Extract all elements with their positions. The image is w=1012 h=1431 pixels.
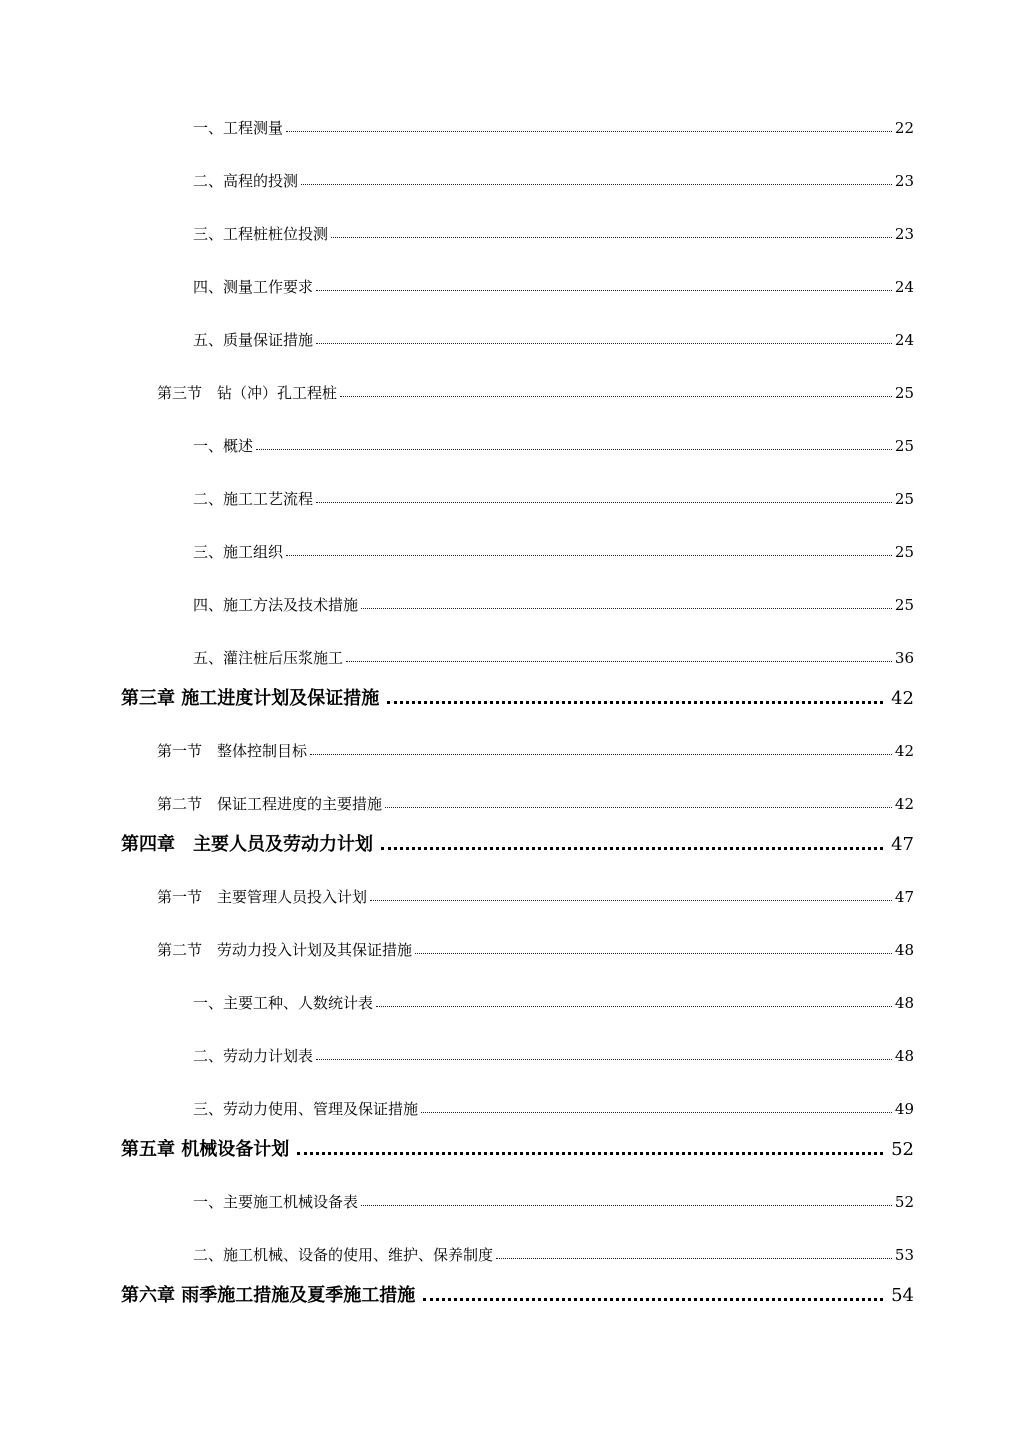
toc-page-number: 47 <box>891 834 914 855</box>
toc-entry-title: 一、工程测量 <box>193 119 284 137</box>
toc-entry-title: 第二节 保证工程进度的主要措施 <box>157 795 383 813</box>
toc-item-entry[interactable] <box>0 985 1012 1011</box>
toc-dot-leader <box>316 343 892 344</box>
toc-item-entry[interactable] <box>0 428 1012 454</box>
toc-dot-leader <box>316 290 892 291</box>
toc-dot-leader <box>286 555 892 556</box>
toc-dot-leader <box>331 237 892 238</box>
toc-page-number: 36 <box>894 649 914 667</box>
toc-page-number: 24 <box>894 331 914 349</box>
toc-dot-leader <box>385 807 892 808</box>
toc-dot-leader <box>381 847 883 850</box>
toc-item-entry[interactable] <box>0 534 1012 560</box>
toc-entry-title: 第三节 钻（冲）孔工程桩 <box>157 384 338 402</box>
toc-entry-title: 三、劳动力使用、管理及保证措施 <box>193 1100 419 1118</box>
toc-dot-leader <box>301 184 892 185</box>
toc-page-number: 42 <box>894 795 914 813</box>
toc-page-number: 42 <box>891 688 914 709</box>
toc-entry-title: 三、工程桩桩位投测 <box>193 225 329 243</box>
toc-entry-title: 第六章 雨季施工措施及夏季施工措施 <box>121 1285 416 1306</box>
toc-page-number: 23 <box>894 225 914 243</box>
toc-item-entry[interactable] <box>0 1038 1012 1064</box>
toc-item-entry[interactable] <box>0 640 1012 666</box>
toc-section-entry[interactable] <box>0 879 1012 905</box>
toc-dot-leader <box>387 701 883 704</box>
toc-entry-title: 五、灌注桩后压浆施工 <box>193 649 344 667</box>
toc-chapter-entry[interactable] <box>0 1131 1012 1159</box>
toc-chapter-entry[interactable] <box>0 680 1012 708</box>
toc-chapter-entry[interactable] <box>0 826 1012 854</box>
toc-page-number: 42 <box>894 742 914 760</box>
toc-item-entry[interactable] <box>0 1184 1012 1210</box>
toc-dot-leader <box>310 754 892 755</box>
toc-page-number: 23 <box>894 172 914 190</box>
toc-item-entry[interactable] <box>0 269 1012 295</box>
toc-page-number: 53 <box>894 1246 914 1264</box>
toc-page-number: 48 <box>894 1047 914 1065</box>
toc-dot-leader <box>256 449 892 450</box>
toc-dot-leader <box>496 1258 892 1259</box>
toc-item-entry[interactable] <box>0 481 1012 507</box>
toc-page-number: 52 <box>891 1139 914 1160</box>
toc-entry-title: 四、测量工作要求 <box>193 278 314 296</box>
toc-chapter-entry[interactable] <box>0 1277 1012 1305</box>
toc-section-entry[interactable] <box>0 932 1012 958</box>
toc-item-entry[interactable] <box>0 1237 1012 1263</box>
toc-page-number: 25 <box>894 384 914 402</box>
toc-page-number: 25 <box>894 437 914 455</box>
toc-page-number: 24 <box>894 278 914 296</box>
toc-entry-title: 二、施工工艺流程 <box>193 490 314 508</box>
toc-dot-leader <box>361 1205 892 1206</box>
toc-entry-title: 第二节 劳动力投入计划及其保证措施 <box>157 941 413 959</box>
toc-page-number: 52 <box>894 1193 914 1211</box>
toc-entry-title: 二、劳动力计划表 <box>193 1047 314 1065</box>
toc-item-entry[interactable] <box>0 587 1012 613</box>
toc-entry-title: 第三章 施工进度计划及保证措施 <box>121 688 380 709</box>
toc-section-entry[interactable] <box>0 733 1012 759</box>
toc-dot-leader <box>340 396 892 397</box>
toc-entry-title: 三、施工组织 <box>193 543 284 561</box>
toc-item-entry[interactable] <box>0 322 1012 348</box>
toc-dot-leader <box>415 953 892 954</box>
toc-page-number: 47 <box>894 888 914 906</box>
toc-entry-title: 二、施工机械、设备的使用、维护、保养制度 <box>193 1246 494 1264</box>
toc-section-entry[interactable] <box>0 375 1012 401</box>
toc-dot-leader <box>297 1152 883 1155</box>
toc-item-entry[interactable] <box>0 216 1012 242</box>
toc-page-number: 22 <box>894 119 914 137</box>
toc-dot-leader <box>423 1298 883 1301</box>
toc-entry-title: 第一节 主要管理人员投入计划 <box>157 888 368 906</box>
toc-dot-leader <box>316 502 892 503</box>
toc-dot-leader <box>370 900 892 901</box>
toc-item-entry[interactable] <box>0 163 1012 189</box>
toc-dot-leader <box>421 1112 892 1113</box>
toc-entry-title: 一、概述 <box>193 437 254 455</box>
toc-dot-leader <box>346 661 892 662</box>
toc-dot-leader <box>361 608 892 609</box>
toc-entry-title: 第四章 主要人员及劳动力计划 <box>121 834 373 855</box>
toc-page-number: 49 <box>894 1100 914 1118</box>
toc-page-number: 25 <box>894 490 914 508</box>
toc-entry-title: 二、高程的投测 <box>193 172 299 190</box>
toc-dot-leader <box>376 1006 892 1007</box>
toc-page-number: 48 <box>894 994 914 1012</box>
toc-page-number: 54 <box>891 1285 914 1306</box>
toc-entry-title: 四、施工方法及技术措施 <box>193 596 359 614</box>
toc-entry-title: 第五章 机械设备计划 <box>121 1139 290 1160</box>
toc-item-entry[interactable] <box>0 110 1012 136</box>
toc-section-entry[interactable] <box>0 786 1012 812</box>
toc-entry-title: 一、主要工种、人数统计表 <box>193 994 374 1012</box>
toc-page-number: 25 <box>894 543 914 561</box>
toc-page-number: 48 <box>894 941 914 959</box>
toc-dot-leader <box>316 1059 892 1060</box>
toc-item-entry[interactable] <box>0 1091 1012 1117</box>
toc-page-number: 25 <box>894 596 914 614</box>
toc-entry-title: 一、主要施工机械设备表 <box>193 1193 359 1211</box>
toc-dot-leader <box>286 131 892 132</box>
toc-entry-title: 五、质量保证措施 <box>193 331 314 349</box>
toc-entry-title: 第一节 整体控制目标 <box>157 742 308 760</box>
